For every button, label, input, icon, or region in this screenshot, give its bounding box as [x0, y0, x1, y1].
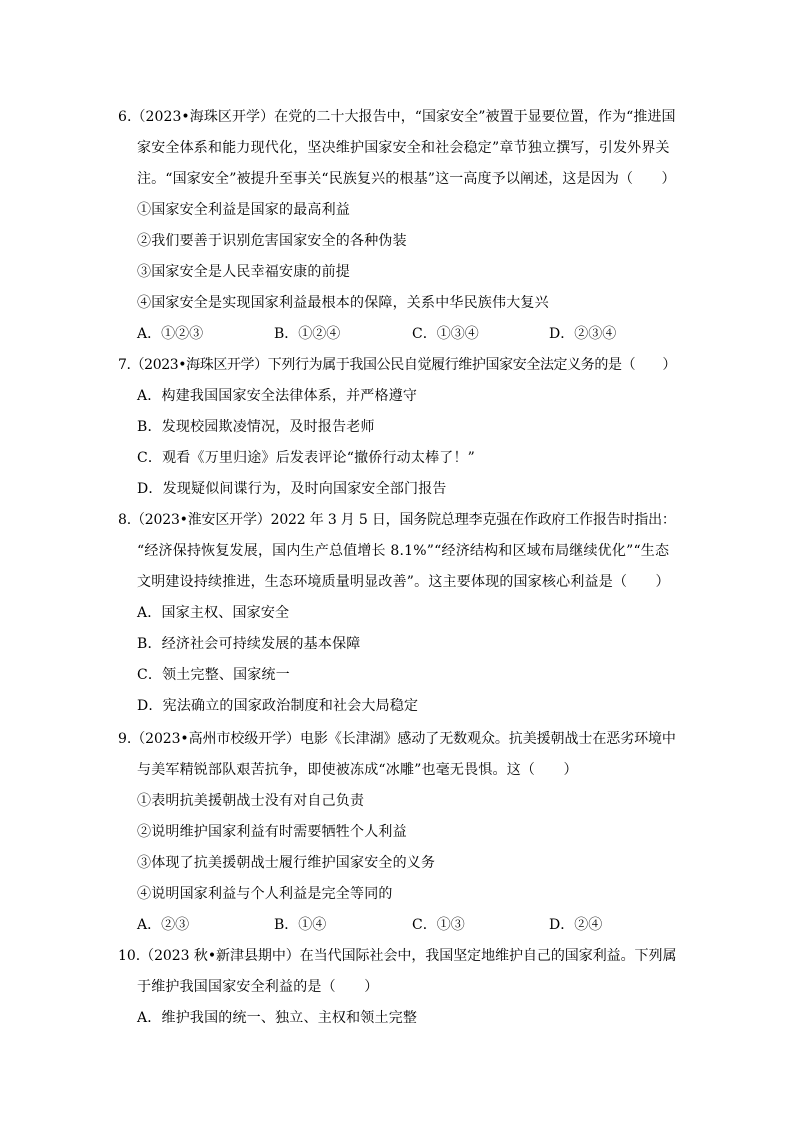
- question-6-statement-2: ②我们要善于识别危害国家安全的各种伪装: [137, 233, 407, 249]
- question-6-statement-1: ①国家安全利益是国家的最高利益: [137, 202, 350, 218]
- question-9-statement-4: ④说明国家利益与个人利益是完全等同的: [137, 886, 393, 902]
- question-9-statement-1: ①表明抗美援朝战士没有对自己负责: [137, 793, 365, 809]
- question-6-choice-c: C．①③④: [412, 326, 479, 342]
- question-9-choice-c: C．①③: [412, 917, 465, 933]
- question-8-line-1: 8.（2023•淮安区开学）2022 年 3 月 5 日，国务院总理李克强在作政府工作报告时指出：: [118, 512, 676, 528]
- question-7-option-b: B．发现校园欺凌情况，及时报告老师: [137, 419, 375, 435]
- question-8-option-d: D．宪法确立的国家政治制度和社会大局稳定: [137, 698, 419, 714]
- question-6-statement-4: ④国家安全是实现国家利益最根本的保障，关系中华民族伟大复兴: [137, 295, 549, 311]
- question-7-line-1: 7.（2023•海珠区开学）下列行为属于我国公民自觉履行维护国家安全法定义务的是（ ）: [118, 357, 677, 373]
- question-9-line-1: 9.（2023•高州市校级开学）电影《长津湖》感动了无数观众。抗美援朝战士在恶劣环境中: [118, 731, 676, 747]
- question-6-line-2: 家安全体系和能力现代化，坚决维护国家安全和社会稳定”章节独立撰写，引发外界关: [137, 140, 670, 156]
- question-9-statement-2: ②说明维护国家利益有时需要牺牲个人利益: [137, 824, 407, 840]
- question-10-line-2: 于维护我国国家安全利益的是（ ）: [137, 979, 379, 995]
- question-6-choice-d: D．②③④: [549, 326, 617, 342]
- question-9-choice-d: D．②④: [549, 917, 603, 933]
- question-7-option-c: C．观看《万里归途》后发表评论“撤侨行动太棒了！”: [137, 450, 476, 466]
- question-6-choice-b: B．①②④: [274, 326, 341, 342]
- question-7-option-a: A．构建我国国家安全法律体系，并严格遵守: [137, 388, 418, 404]
- question-7-option-d: D．发现疑似间谍行为，及时向国家安全部门报告: [137, 481, 447, 497]
- question-8-option-a: A．国家主权、国家安全: [137, 605, 290, 621]
- question-6-statement-3: ③国家安全是人民幸福安康的前提: [137, 264, 350, 280]
- question-6-choice-a: A．①②③: [137, 326, 204, 342]
- question-8-line-3: 文明建设持续推进，生态环境质量明显改善”。这主要体现的国家核心利益是（ ）: [137, 574, 670, 590]
- question-9-choice-a: A．②③: [137, 917, 190, 933]
- question-9-choice-b: B．①④: [274, 917, 327, 933]
- question-6-line-3: 注。“国家安全”被提升至事关“民族复兴的根基”这一高度予以阐述，这是因为（ ）: [137, 171, 676, 187]
- question-10-line-1: 10.（2023 秋•新津县期中）在当代国际社会中，我国坚定地维护自己的国家利益。下列属: [118, 948, 677, 964]
- question-9-statement-3: ③体现了抗美援朝战士履行维护国家安全的义务: [137, 855, 436, 871]
- question-6-line-1: 6.（2023•海珠区开学）在党的二十大报告中，“国家安全”被置于显要位置，作为“推进国: [118, 109, 676, 125]
- question-8-line-2: “经济保持恢复发展，国内生产总值增长 8.1%”“经济结构和区域布局继续优化”“生态: [137, 543, 670, 559]
- question-8-option-b: B．经济社会可持续发展的基本保障: [137, 636, 361, 652]
- question-8-option-c: C．领土完整、国家统一: [137, 667, 290, 683]
- question-9-line-2: 与美军精锐部队艰苦抗争，即使被冻成“冰雕”也毫无畏惧。这（ ）: [137, 762, 578, 778]
- question-10-option-a: A．维护我国的统一、独立、主权和领土完整: [137, 1010, 418, 1026]
